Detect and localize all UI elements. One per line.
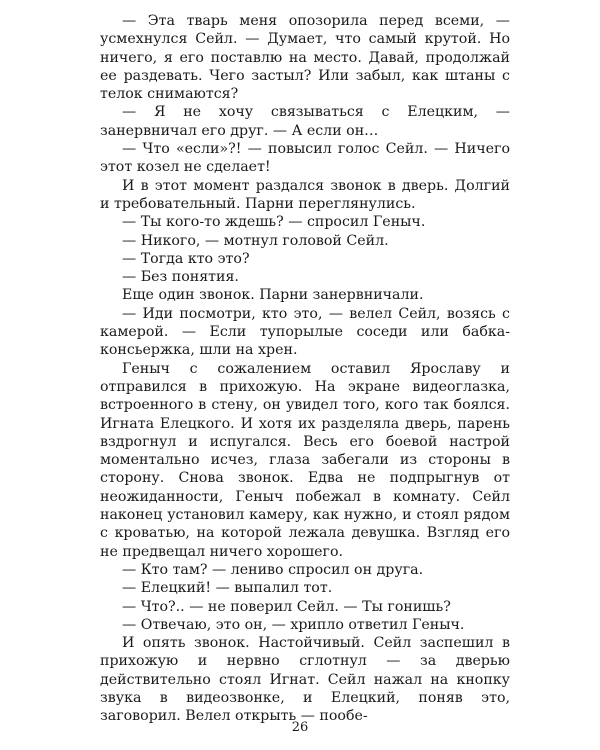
paragraph: — Иди посмотри, кто это, — велел Сейл, возясь с камерой. — Если тупорылые соседи или бабка-консьержка, шли на хрен. bbox=[100, 305, 510, 359]
paragraph: — Я не хочу связываться с Елецким, — занервничал его друг. — А если он… bbox=[100, 104, 510, 139]
paragraph: И в этот момент раздался звонок в дверь. Долгий и требовательный. Парни переглянулись. bbox=[100, 177, 510, 212]
paragraph: — Что?.. — не поверил Сейл. — Ты гонишь? bbox=[122, 598, 451, 615]
paragraph: — Отвечаю, это он, — хрипло ответил Геныч. bbox=[122, 616, 465, 633]
paragraph: — Без понятия. bbox=[122, 269, 239, 286]
paragraph: И опять звонок. Настойчивый. Сейл заспешил в прихожую и нервно сглотнул — за дверью действительно стоял Игнат. Сейл нажал на кнопку звука в видеозвонке, и Елецкий, поняв это, заговорил. Велел открыть — пообе- bbox=[100, 635, 510, 725]
page-number: 26 bbox=[291, 720, 309, 735]
paragraph: Еще один звонок. Парни занервничали. bbox=[122, 287, 424, 304]
paragraph: — Ты кого-то ждешь? — спросил Геныч. bbox=[122, 214, 426, 231]
paragraph: — Елецкий! — выпалил тот. bbox=[122, 580, 333, 597]
page-text bbox=[100, 12, 510, 726]
paragraph: — Тогда кто это? bbox=[122, 250, 250, 267]
paragraph: — Кто там? — лениво спросил он друга. bbox=[122, 561, 424, 578]
paragraph: — Никого, — мотнул головой Сейл. bbox=[122, 232, 389, 249]
paragraph: Геныч с сожалением оставил Ярославу и отправился в прихожую. На экране видеоглазка, встроенного в стену, он увидел того, кого так боялся. Игната Елецкого. И хотя их разделяла дверь, парень вздрогнул и испугался. Весь его боевой настрой моментально исчез, глаза забегали из стороны в сторону. Снова звонок. Едва не подпрыгнув от неожиданности, Геныч побежал в комнату. Сейл наконец установил камеру, как нужно, и стоял рядом с кроватью, на которой лежала девушка. Взгляд его не предвещал ничего хорошего. bbox=[100, 360, 510, 560]
paragraph: — Эта тварь меня опозорила перед всеми, — усмехнулся Сейл. — Думает, что самый крутой. Но ничего, я его поставлю на место. Давай, продолжай ее раздевать. Чего застыл? Или забыл, как штаны с телок снимаются? bbox=[100, 13, 510, 103]
paragraph: — Что «если»?! — повысил голос Сейл. — Ничего этот козел не сделает! bbox=[100, 141, 510, 176]
